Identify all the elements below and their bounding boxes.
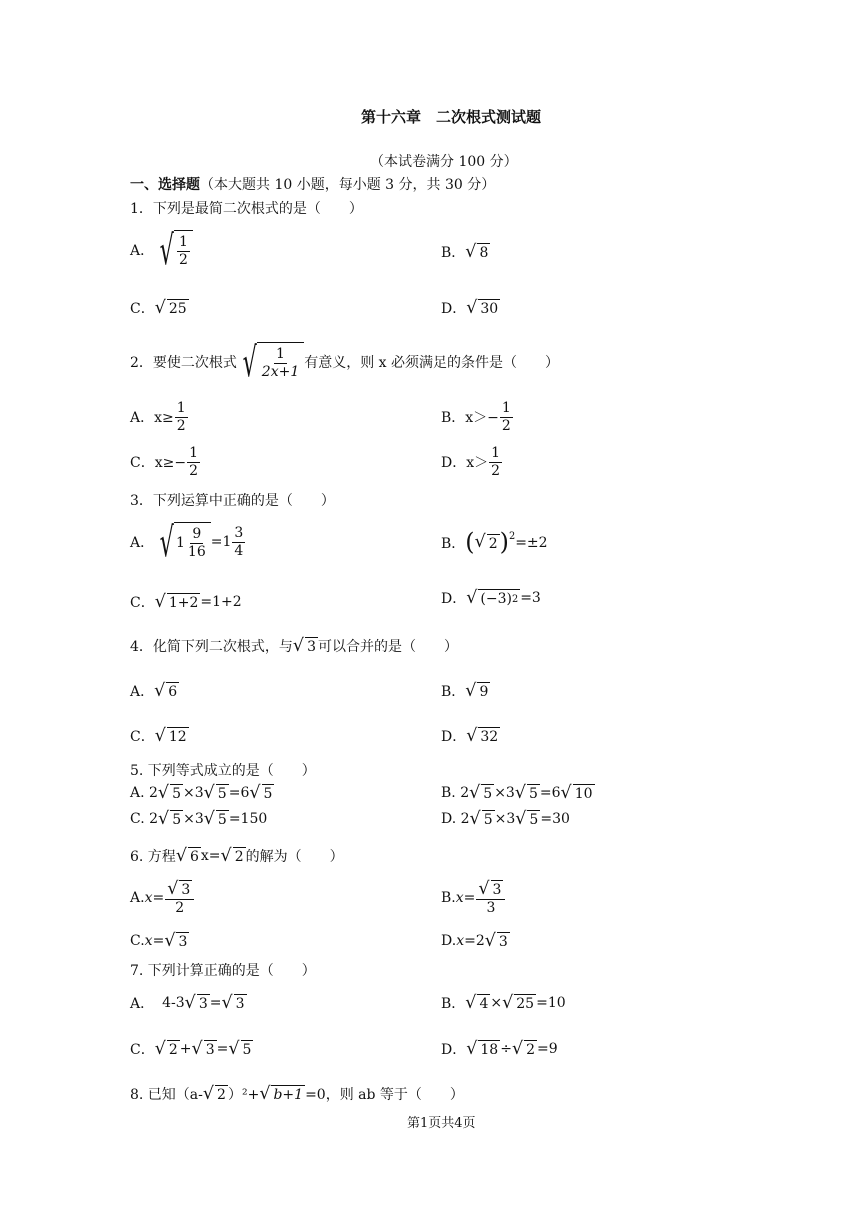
option-letter: A． xyxy=(130,996,155,1012)
radicand: (−3) xyxy=(480,591,512,607)
radical: √ 5 xyxy=(514,782,538,803)
stem-text: 8. 已知（a- xyxy=(130,1087,203,1103)
option-letter: A． xyxy=(130,535,155,552)
radical: √ 25 xyxy=(502,992,535,1013)
radicand: 18 xyxy=(480,1042,499,1058)
option-text: C．x≥− xyxy=(130,455,187,472)
option-letter: A. xyxy=(130,890,145,907)
option-letter: D． xyxy=(441,591,467,607)
radicand: 1+2 xyxy=(168,595,199,611)
radicand: 6 xyxy=(189,849,199,865)
radicand: 5 xyxy=(217,786,227,802)
radical: √ 1 $\frac{9}{16}$ xyxy=(154,522,211,563)
denominator: 3 xyxy=(486,899,496,916)
radical: √ 2 xyxy=(154,1038,178,1059)
radicand: 5 xyxy=(217,812,227,828)
option-letter: B． xyxy=(441,996,466,1012)
radicand: 4 xyxy=(479,996,489,1012)
option-text: B．x＞− xyxy=(441,410,499,427)
q6-stem xyxy=(130,846,344,866)
section-note: （本大题共 10 小题，每小题 3 分，共 30 分） xyxy=(200,177,496,193)
radicand: 12 xyxy=(168,729,187,745)
q2-option-c xyxy=(130,445,201,480)
score-note: （本试卷满分 100 分） xyxy=(370,154,518,170)
option-letter: B. xyxy=(441,890,456,907)
variable: x xyxy=(144,933,153,949)
option-text: C. 2 xyxy=(130,811,159,827)
option-letter: C． xyxy=(130,1042,155,1058)
q7-option-c xyxy=(130,1039,253,1059)
radical: √ 30 xyxy=(466,297,499,318)
page-title: 第十六章 二次根式测试题 xyxy=(361,108,542,126)
equals-text: = xyxy=(463,890,476,907)
radicand: 25 xyxy=(516,996,535,1012)
radicand: 5 xyxy=(483,812,493,828)
radical: √ 6 xyxy=(175,845,199,866)
radical: √ 5 xyxy=(249,782,273,803)
radicand: 2 xyxy=(526,1042,536,1058)
q6-option-a xyxy=(130,880,195,917)
q7-option-d xyxy=(441,1039,558,1059)
radicand: 10 xyxy=(574,786,593,802)
option-text: =6 xyxy=(539,785,561,801)
radical: √ 3 xyxy=(478,879,502,900)
radical: √ 2 xyxy=(511,1038,536,1059)
numerator: 9 xyxy=(192,526,202,542)
radicand: 3 xyxy=(205,1042,215,1058)
radical: √ b+1 xyxy=(259,1083,304,1104)
option-letter: D． xyxy=(441,301,467,317)
radical: √ 5 xyxy=(469,808,493,829)
radical: √ $\frac{1}{2}$ xyxy=(154,230,193,271)
q3-option-b xyxy=(441,528,548,556)
radical: √ 25 xyxy=(154,297,187,318)
denominator: 2 xyxy=(189,462,198,479)
radical: √ 10 xyxy=(560,782,593,803)
radical: √ 2 xyxy=(220,845,244,866)
integer-part: 1 xyxy=(175,535,185,552)
radicand: 5 xyxy=(242,1042,252,1058)
radical: √ 5 xyxy=(203,808,227,829)
radical: √ 3 xyxy=(191,1038,215,1059)
equals-text: =2 xyxy=(464,933,485,949)
radical: √ 12 xyxy=(154,725,187,746)
radical: √ 5 xyxy=(228,1038,252,1059)
q1-option-d xyxy=(441,298,500,318)
option-text: A. 2 xyxy=(130,785,158,801)
radicand: 5 xyxy=(172,812,182,828)
denominator: 16 xyxy=(187,543,206,560)
equals-text: = xyxy=(152,890,165,907)
option-text: =6 xyxy=(228,785,250,801)
operator: × xyxy=(490,995,503,1011)
numerator: 3 xyxy=(234,525,244,541)
radicand: 5 xyxy=(528,786,538,802)
q4-option-b xyxy=(441,681,490,701)
denominator: 4 xyxy=(234,542,244,559)
q1-option-c xyxy=(130,298,189,318)
stem-text: 可以合并的是（ ） xyxy=(318,639,458,655)
radicand: 3 xyxy=(198,996,208,1012)
option-text: ×3 xyxy=(494,811,516,827)
radicand: 5 xyxy=(483,786,493,802)
q1-stem: 1．下列是最简二次根式的是（ ） xyxy=(130,201,363,217)
result-text: =3 xyxy=(520,590,541,606)
option-letter: D． xyxy=(441,1042,467,1058)
result-text: =10 xyxy=(536,995,566,1011)
q3-option-d xyxy=(441,588,541,608)
equals-text: = xyxy=(216,1041,229,1057)
q7-option-b xyxy=(441,993,566,1013)
q1-option-b xyxy=(441,242,490,262)
result-text: =9 xyxy=(537,1041,558,1057)
q2-stem xyxy=(130,338,560,386)
radical: √ 3 xyxy=(184,992,208,1013)
q2-option-a xyxy=(130,400,189,435)
stem-text: =0，则 ab 等于（ ） xyxy=(305,1087,464,1103)
radical: √ $\frac{1}{2x+1}$ xyxy=(237,342,304,383)
equals-text: = xyxy=(152,933,165,949)
q6-option-b xyxy=(441,880,506,917)
operator: + xyxy=(179,1041,192,1057)
q4-option-d xyxy=(441,726,500,746)
denominator: 2x+1 xyxy=(261,363,300,380)
radicand: 8 xyxy=(479,245,489,261)
page-footer: 第1页共4页 xyxy=(407,1116,476,1131)
radicand: 3 xyxy=(498,934,508,950)
radicand: 3 xyxy=(307,639,316,655)
q5-option-d xyxy=(441,810,570,828)
option-letter: C. xyxy=(130,933,145,949)
q3-stem: 3．下列运算中正确的是（ ） xyxy=(130,493,335,509)
option-text: ×3 xyxy=(494,785,515,801)
radical: √ 5 xyxy=(203,782,227,803)
q5-option-b xyxy=(441,784,595,802)
radicand: 3 xyxy=(235,996,245,1012)
radicand: 32 xyxy=(480,729,499,745)
variable: x xyxy=(456,933,465,949)
exponent: 2 xyxy=(508,531,516,542)
radical: √ 9 xyxy=(465,680,489,701)
variable: x xyxy=(144,890,153,907)
numerator: 1 xyxy=(178,234,188,250)
radical: √ 5 xyxy=(158,808,182,829)
option-text: ×3 xyxy=(183,785,204,801)
q5-option-c xyxy=(130,810,267,828)
q7-stem: 7. 下列计算正确的是（ ） xyxy=(130,963,316,979)
radical: √ 8 xyxy=(465,241,489,262)
option-letter: B． xyxy=(441,684,466,700)
equals-text: =1 xyxy=(210,534,232,551)
equals-text: = xyxy=(209,995,222,1011)
result-text: =1+2 xyxy=(200,594,242,610)
option-text: =150 xyxy=(228,811,268,827)
radicand: 9 xyxy=(479,684,489,700)
radical: √ (−3) 2 xyxy=(466,587,519,608)
option-letter: D. xyxy=(441,933,457,949)
stem-text: 的解为（ ） xyxy=(245,849,344,865)
denominator: 2 xyxy=(501,417,511,434)
option-letter: B． xyxy=(441,535,466,552)
left-paren: ( xyxy=(465,528,475,556)
option-text: ×3 xyxy=(183,811,204,827)
option-text: A．x≥ xyxy=(130,410,174,427)
denominator: 2 xyxy=(175,899,185,916)
radical: √ 18 xyxy=(466,1038,499,1059)
radical: √ 32 xyxy=(466,725,499,746)
stem-text: 有意义，则 x 必须满足的条件是（ ） xyxy=(304,355,560,372)
radicand: 25 xyxy=(168,301,187,317)
radicand: 2 xyxy=(234,849,244,865)
q6-option-c xyxy=(130,932,189,950)
option-letter: B． xyxy=(441,245,466,261)
option-text: =30 xyxy=(540,811,570,827)
numerator: 1 xyxy=(176,400,186,416)
q4-stem xyxy=(130,636,458,656)
stem-text: 4．化简下列二次根式，与 xyxy=(130,639,293,655)
denominator: 2 xyxy=(176,417,186,434)
option-letter: A． xyxy=(130,684,155,700)
exponent: 2 xyxy=(511,593,519,605)
radicand: 5 xyxy=(529,812,539,828)
radical: √ 2 xyxy=(474,532,498,553)
numerator: 1 xyxy=(189,445,198,461)
option-text: B. 2 xyxy=(441,785,470,801)
radicand: 3 xyxy=(178,934,188,950)
stem-text: 2．要使二次根式 xyxy=(130,355,237,372)
right-paren: ) xyxy=(499,528,509,556)
radicand: 30 xyxy=(480,301,499,317)
radicand: 5 xyxy=(263,786,273,802)
result-text: =±2 xyxy=(515,534,548,551)
option-letter: C． xyxy=(130,729,155,745)
radicand: b+1 xyxy=(273,1087,304,1103)
numerator: 1 xyxy=(491,445,501,461)
radical: √ 3 xyxy=(292,635,316,656)
q5-option-a xyxy=(130,784,274,802)
q2-option-d xyxy=(441,445,503,480)
variable: x xyxy=(455,890,464,907)
radical: √ 3 xyxy=(221,992,245,1013)
q6-option-d xyxy=(441,932,510,950)
option-letter: C． xyxy=(130,595,155,611)
radicand: 5 xyxy=(172,786,181,802)
operator: ÷ xyxy=(500,1041,512,1057)
option-letter: A． xyxy=(130,243,155,260)
stem-text: 6. 方程 xyxy=(130,849,176,865)
radical: √ 6 xyxy=(154,680,178,701)
radical: √ 2 xyxy=(202,1083,226,1104)
q1-option-a xyxy=(130,226,193,274)
denominator: 2 xyxy=(178,251,188,268)
stem-text: x= xyxy=(200,848,221,864)
q3-option-c xyxy=(130,592,242,612)
stem-text: ）²+ xyxy=(227,1087,260,1103)
radical: √ 5 xyxy=(515,808,539,829)
q5-stem: 5. 下列等式成立的是（ ） xyxy=(130,763,316,779)
radical: √ 5 xyxy=(469,782,493,803)
section-header xyxy=(130,174,495,194)
numerator: 1 xyxy=(501,400,511,416)
q4-option-c xyxy=(130,726,189,746)
q2-option-b xyxy=(441,400,514,435)
q3-option-a xyxy=(130,518,246,566)
q4-option-a xyxy=(130,681,179,701)
option-text: D. 2 xyxy=(441,811,470,827)
radicand: 3 xyxy=(492,882,502,898)
option-letter: C． xyxy=(130,301,155,317)
numerator: 1 xyxy=(276,346,285,362)
option-text: 4-3 xyxy=(162,995,185,1011)
radicand: 2 xyxy=(168,1042,178,1058)
radicand: 2 xyxy=(488,535,498,552)
q8-stem xyxy=(130,1084,464,1104)
radical: √ 4 xyxy=(465,992,489,1013)
radical: √ 3 xyxy=(164,930,188,951)
radical: √ 3 xyxy=(484,930,508,951)
denominator: 2 xyxy=(491,462,501,479)
radical: √ 3 xyxy=(167,879,191,900)
radical: √ 1+2 xyxy=(154,591,199,612)
option-text: D．x＞ xyxy=(441,455,489,472)
radical: √ 5 xyxy=(157,782,181,803)
option-letter: D． xyxy=(441,729,467,745)
q7-option-a xyxy=(130,993,247,1013)
radicand: 3 xyxy=(181,882,191,898)
section-label: 一、选择题 xyxy=(130,177,200,193)
radicand: 2 xyxy=(217,1087,226,1103)
radicand: 6 xyxy=(168,684,178,700)
